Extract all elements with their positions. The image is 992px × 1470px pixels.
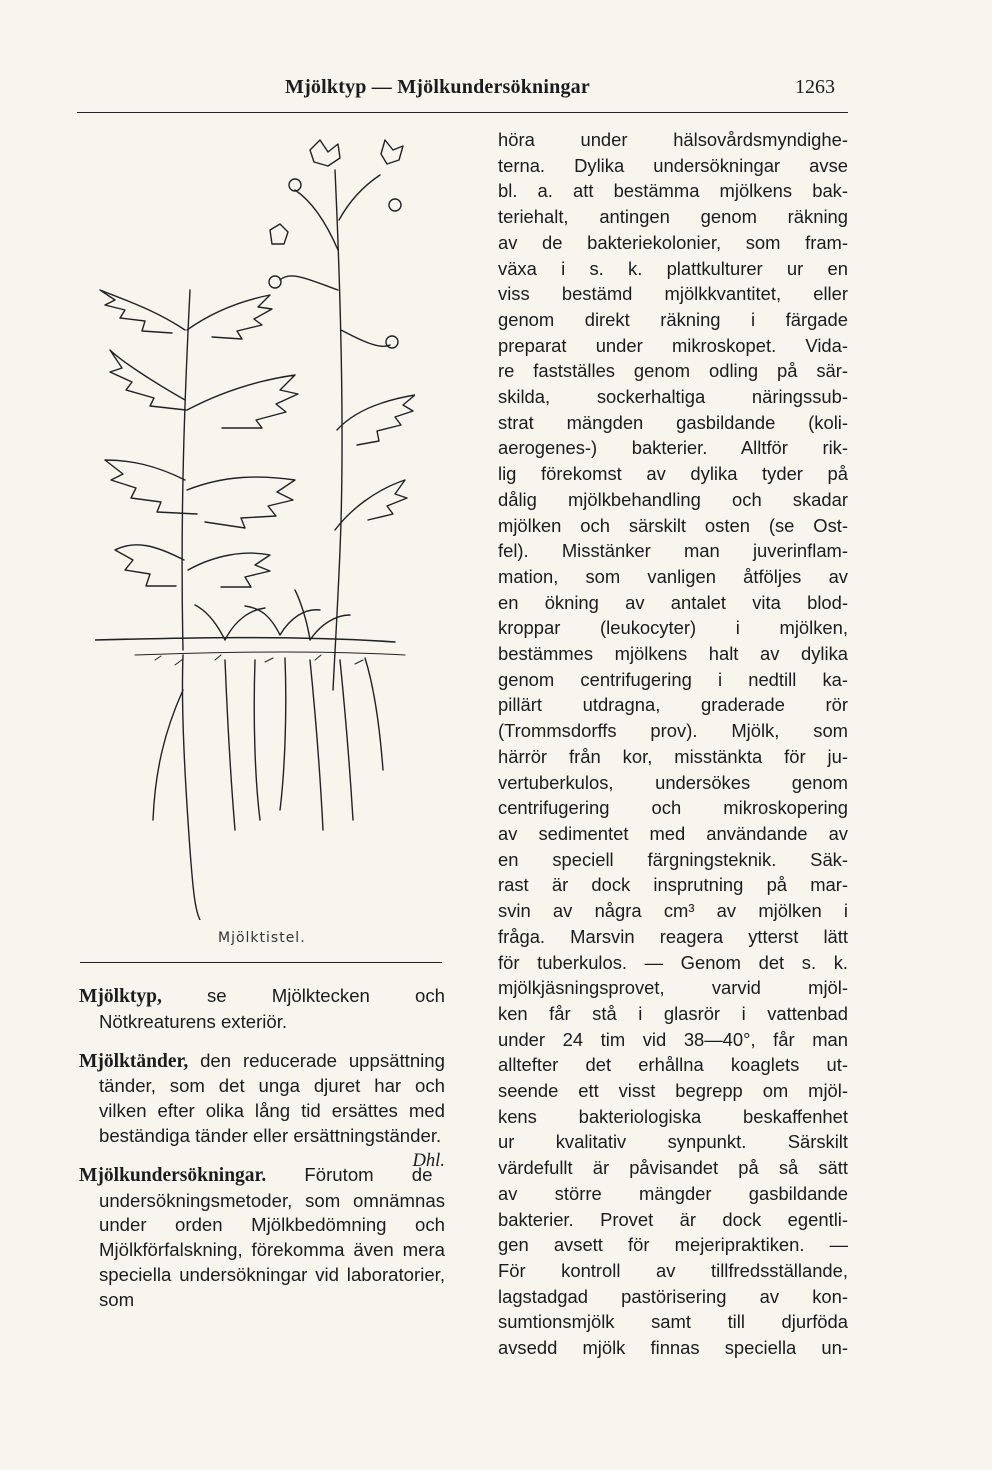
stem-branch	[339, 175, 380, 220]
lobed-leaf	[187, 477, 295, 528]
lobed-leaf	[110, 350, 186, 410]
text-line: växa i s. k. plattkulturer ur en	[498, 257, 848, 279]
text-line: för tuberkulos. — Genom det s. k.	[498, 951, 848, 973]
root	[340, 660, 353, 820]
left-column	[79, 984, 445, 1327]
header-rule	[77, 112, 848, 113]
text-line: mjölkjäsningsprovet, varvid mjöl-	[498, 977, 848, 999]
figure-caption: Mjölktistel.	[218, 930, 306, 946]
text-line: fråga. Marsvin reagera ytterst lätt	[498, 925, 848, 947]
text-line: genom centrifugering i nedtill ka-	[498, 668, 848, 690]
text-line: preparat under mikroskopet. Vida-	[498, 334, 848, 356]
text-line: pillärt utdragna, graderade rör	[498, 694, 848, 716]
running-header-title: Mjölktyp — Mjölkundersökningar	[285, 76, 590, 98]
ground-line	[95, 638, 395, 642]
text-line: bl. a. att bestämma mjölkens bak-	[498, 180, 848, 202]
lobed-leaf	[100, 290, 185, 333]
text-line: svin av några cm³ av mjölken i	[498, 900, 848, 922]
text-line: härrör från kor, misstänkta för ju-	[498, 745, 848, 767]
text-line: gen avsett för mejeripraktiken. —	[498, 1234, 848, 1256]
entry-term: Mjölkundersökningar.	[79, 1164, 267, 1186]
text-line: (Trommsdorffs prov). Mjölk, som	[498, 720, 848, 742]
text-line: värdefullt är påvisandet på så sätt	[498, 1157, 848, 1179]
stem-leaf	[335, 480, 407, 530]
lobed-leaf	[187, 375, 298, 428]
text-line: lagstadgad pastörisering av kon-	[498, 1285, 848, 1307]
flower-bud	[389, 199, 401, 211]
flower-bud	[386, 336, 398, 348]
root	[310, 660, 323, 830]
text-line: re fastställes genom odling på sär-	[498, 360, 848, 382]
text-line: alltefter det erhållna koaglets ut-	[498, 1054, 848, 1076]
entry-term: Mjölktänder,	[79, 1050, 189, 1072]
lobed-leaf	[187, 295, 272, 339]
right-column	[498, 127, 848, 1361]
text-line: under 24 tim vid 38—40°, får man	[498, 1028, 848, 1050]
seedling	[195, 605, 265, 640]
flower-bud	[289, 179, 301, 191]
section-rule	[80, 962, 442, 963]
text-line: kroppar (leukocyter) i mjölken,	[498, 617, 848, 639]
stem-branch	[295, 190, 338, 250]
rosette-stem	[182, 290, 190, 650]
text-line: ken får stå i glasrör i vattenbad	[498, 1002, 848, 1024]
text-line: terna. Dylika undersökningar avse	[498, 154, 848, 176]
page-number: 1263	[795, 76, 835, 98]
text-line: av större mängder gasbildande	[498, 1182, 848, 1204]
text-line: en ökning av antalet vita blod-	[498, 591, 848, 613]
root	[153, 690, 183, 820]
text-line: strat mängden gasbildande (koli-	[498, 411, 848, 433]
entry-body: den reducerade uppsättning tänder, som det unga djuret har och vilken efter olika lång tid ersättes med beständiga tänder eller ersättningständer.	[99, 1049, 445, 1146]
lobed-leaf	[115, 545, 184, 586]
dictionary-entry	[79, 1049, 445, 1171]
dictionary-entry	[79, 984, 445, 1035]
dictionary-entry	[79, 1163, 445, 1313]
milk-thistle-illustration	[95, 130, 415, 920]
soil-texture	[155, 655, 363, 665]
text-line: aerogenes-) bakterier. Alltför rik-	[498, 437, 848, 459]
root	[225, 660, 235, 830]
text-line: dålig mjölkbehandling och skadar	[498, 488, 848, 510]
text-line: skilda, sockerhaltiga näringssub-	[498, 386, 848, 408]
author-signature: Dhl.	[412, 1149, 445, 1171]
ground-line	[135, 652, 405, 655]
text-line: teriehalt, antingen genom räkning	[498, 206, 848, 228]
text-line: ur kvalitativ synpunkt. Särskilt	[498, 1131, 848, 1153]
text-line: av de bakteriekolonier, som fram-	[498, 231, 848, 253]
text-line: bakterier. Provet är dock egentli-	[498, 1208, 848, 1230]
text-line: mjölken och särskilt osten (se Ost-	[498, 514, 848, 536]
text-line: av sedimentet med användande av	[498, 822, 848, 844]
text-line: viss bestämd mjölkkvantitet, eller	[498, 283, 848, 305]
text-line: rast är dock insprutning på mar-	[498, 874, 848, 896]
stem-branch	[341, 330, 390, 346]
text-line: För kontroll av tillfredsställande,	[498, 1259, 848, 1281]
text-line: höra under hälsovårdsmyndighe-	[498, 129, 848, 150]
text-line: sumtionsmjölk samt till djurföda	[498, 1311, 848, 1333]
text-line: mation, som vanligen åtföljes av	[498, 565, 848, 587]
entry-body: se Mjölktecken och Nötkreaturens exteriör.	[99, 985, 445, 1032]
lobed-leaf	[188, 553, 270, 587]
root	[182, 655, 200, 920]
stem-leaf	[337, 395, 415, 445]
entry-term: Mjölktyp,	[79, 986, 162, 1007]
flower-head	[310, 140, 340, 166]
seedling	[295, 590, 350, 640]
text-line: avsedd mjölk finnas speciella un-	[498, 1337, 848, 1359]
flower-head	[381, 140, 403, 164]
flower-head	[270, 224, 288, 244]
text-line: vertuberkulos, undersökes genom	[498, 771, 848, 793]
text-line: lig förekomst av dylika tyder på	[498, 463, 848, 485]
text-line: genom direkt räkning i färgade	[498, 308, 848, 330]
text-line: bestämmes mjölkens halt av dylika	[498, 643, 848, 665]
text-line: seende ett visst begrepp om mjöl-	[498, 1080, 848, 1102]
root	[254, 660, 260, 820]
text-line: centrifugering och mikroskopering	[498, 797, 848, 819]
entry-body: Förutom de undersökningsmetoder, som omnämnas under orden Mjölkbedömning och Mjölkförfalskning, förekomma även mera speciella undersökningar vid laboratorier, som	[99, 1163, 445, 1310]
text-line: en speciell färgningsteknik. Säk-	[498, 848, 848, 870]
flower-bud	[269, 276, 281, 288]
text-line: fel). Misstänker man juverinflam-	[498, 540, 848, 562]
text-line: kens bakteriologiska beskaffenhet	[498, 1105, 848, 1127]
root	[280, 658, 286, 810]
stem-branch	[280, 276, 338, 290]
root	[365, 658, 383, 770]
